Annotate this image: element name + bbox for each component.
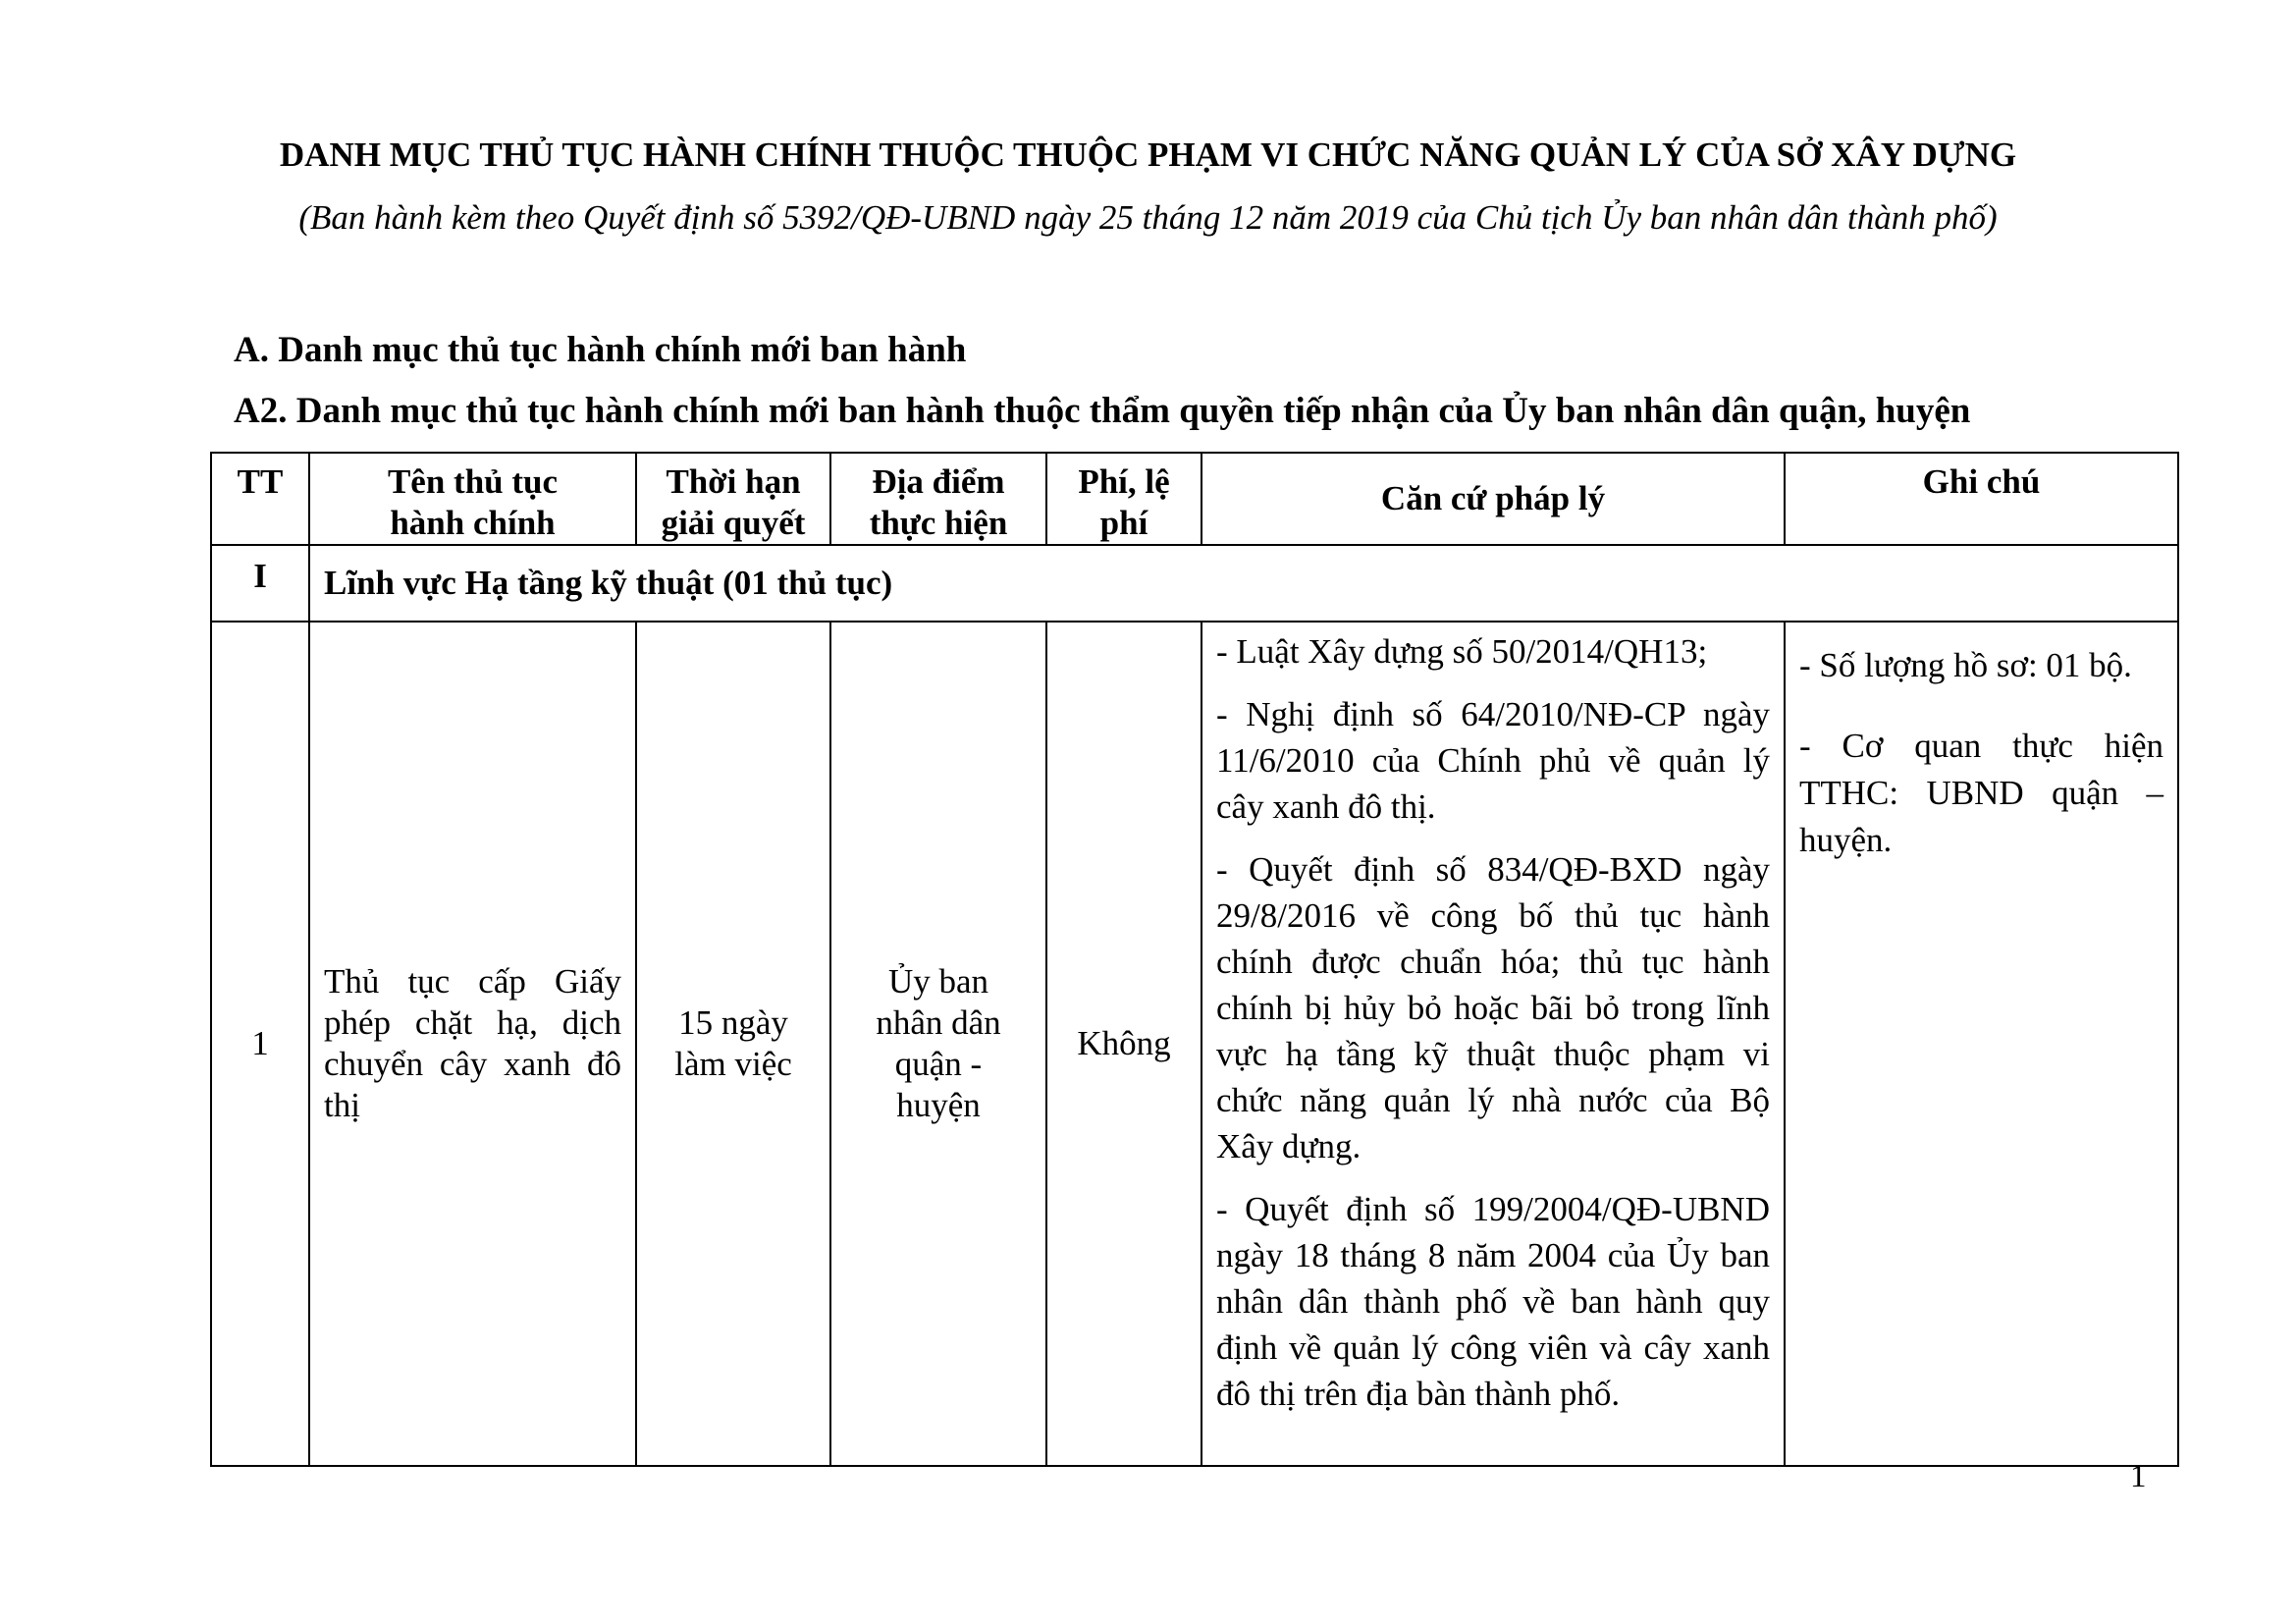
header-time-limit: Thời hạn giải quyết [636,453,830,545]
header-location: Địa điểm thực hiện [830,453,1046,545]
time-limit: 15 ngày làm việc [636,622,830,1466]
procedure-name: Thủ tục cấp Giấy phép chặt hạ, dịch chuyển cây xanh đô thị [309,622,636,1466]
table-header-row [211,453,2178,545]
header-fee: Phí, lệ phí [1046,453,1201,545]
notes [1785,622,2178,1466]
header-procedure-name: Tên thủ tục hành chính [309,453,636,545]
section-a-heading: A. Danh mục thủ tục hành chính mới ban hành [234,330,967,370]
table-row [211,622,2178,1466]
header-tt: TT [211,453,309,545]
page-number: 1 [2130,1459,2147,1494]
note-item: - Cơ quan thực hiện TTHC: UBND quận – huyện. [1799,727,2163,859]
legal-item: - Quyết định số 199/2004/QĐ-UBND ngày 18 tháng 8 năm 2004 của Ủy ban nhân dân thành phố về ban hành quy định về quản lý công viên và cây xanh đô thị trên địa bàn thành phố. [1216,1190,1770,1413]
group-label: Lĩnh vực Hạ tầng kỹ thuật (01 thủ tục) [309,545,2178,622]
legal-item: - Luật Xây dựng số 50/2014/QH13; [1216,632,1708,671]
group-number: I [211,545,309,622]
legal-basis [1201,622,1785,1466]
legal-item: - Quyết định số 834/QĐ-BXD ngày 29/8/2016 về công bố thủ tục hành chính được chuẩn hóa; thủ tục hành chính bị hủy bỏ hoặc bãi bỏ trong lĩnh vực hạ tầng kỹ thuật thuộc phạm vi chức năng quản lý nhà nước của Bộ Xây dựng. [1216,850,1770,1165]
location: Ủy ban nhân dân quận - huyện [830,622,1046,1466]
header-notes: Ghi chú [1785,453,2178,545]
group-row [211,545,2178,622]
header-legal-basis: Căn cứ pháp lý [1201,453,1785,545]
fee: Không [1046,622,1201,1466]
note-item: - Số lượng hồ sơ: 01 bộ. [1799,646,2132,684]
procedures-table [210,452,2179,1467]
row-number: 1 [211,622,309,1466]
legal-item: - Nghị định số 64/2010/NĐ-CP ngày 11/6/2010 của Chính phủ về quản lý cây xanh đô thị. [1216,695,1770,826]
document-title: DANH MỤC THỦ TỤC HÀNH CHÍNH THUỘC THUỘC PHẠM VI CHỨC NĂNG QUẢN LÝ CỦA SỞ XÂY DỰNG [279,135,2017,174]
section-a2-heading: A2. Danh mục thủ tục hành chính mới ban hành thuộc thẩm quyền tiếp nhận của Ủy ban nhân dân quận, huyện [234,391,1971,431]
document-subtitle: (Ban hành kèm theo Quyết định số 5392/QĐ-UBND ngày 25 tháng 12 năm 2019 của Chủ tịch Ủy ban nhân dân thành phố) [298,198,1998,237]
